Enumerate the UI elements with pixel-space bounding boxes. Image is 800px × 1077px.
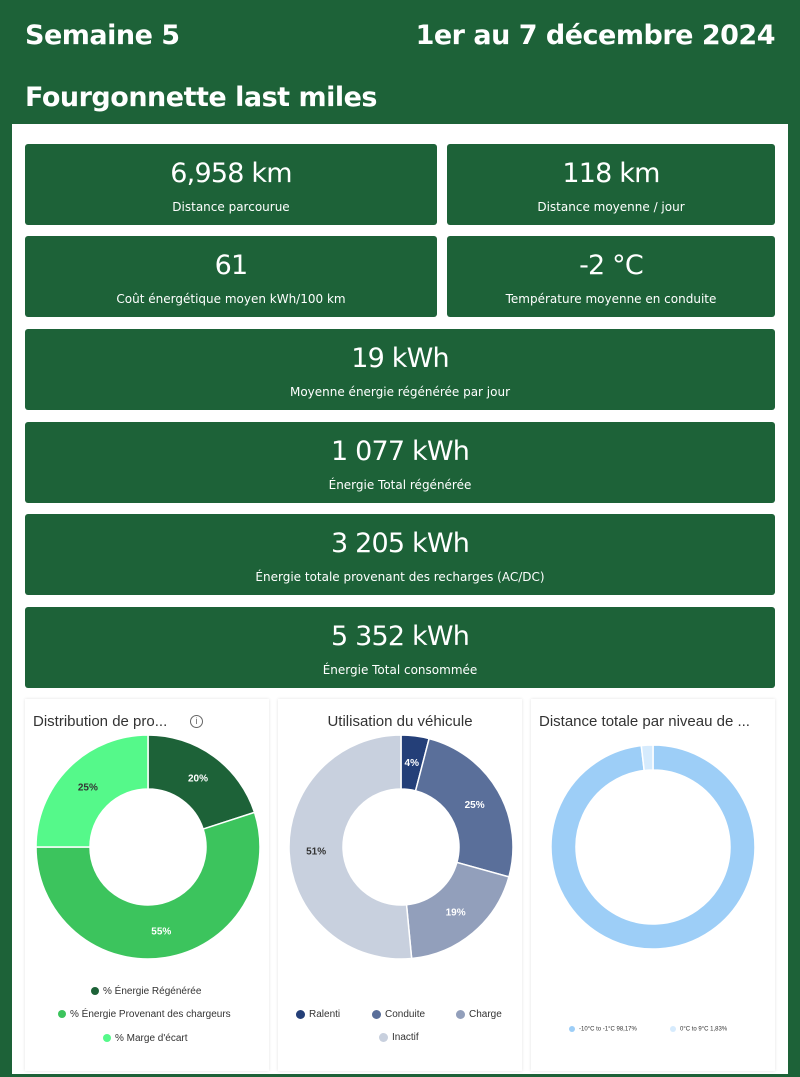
legend-item <box>456 1009 502 1020</box>
kpi-value: 118 km <box>562 158 660 189</box>
legend-dot <box>379 1033 388 1042</box>
kpi-temperature-card <box>447 236 775 317</box>
slice-data-label: 25% <box>464 800 485 811</box>
kpi-label: Coût énergétique moyen kWh/100 km <box>116 292 346 306</box>
legend-item <box>372 1009 425 1020</box>
kpi-value: 5 352 kWh <box>330 621 470 652</box>
info-icon[interactable]: i <box>190 715 203 728</box>
vehicle-usage-donut <box>278 699 522 999</box>
dashboard-panel <box>12 124 788 1074</box>
legend-item <box>296 1009 340 1020</box>
slice-data-label: 20% <box>187 773 208 785</box>
week-label: Semaine 5 <box>25 20 180 51</box>
chart-title: Distance totale par niveau de ... <box>539 713 750 730</box>
date-range: 1er au 7 décembre 2024 <box>415 20 775 51</box>
energy-distribution-chart-card <box>25 699 269 1071</box>
legend-item <box>670 1026 727 1033</box>
kpi-total-regen-card <box>25 422 775 503</box>
kpi-label: Température moyenne en conduite <box>505 292 717 306</box>
report-header <box>0 0 800 124</box>
kpi-label: Moyenne énergie régénérée par jour <box>289 385 511 399</box>
energy-distribution-donut <box>25 699 269 999</box>
kpi-label: Énergie Total régénérée <box>328 478 472 492</box>
legend-dot <box>456 1010 465 1019</box>
legend-dot <box>296 1010 305 1019</box>
kpi-label: Énergie totale provenant des recharges (AC/DC) <box>255 570 545 584</box>
distance-by-temperature-chart-card <box>531 699 775 1071</box>
legend-label: Conduite <box>385 1009 426 1020</box>
legend-dot <box>670 1026 676 1032</box>
slice-data-label: 51% <box>306 846 327 858</box>
kpi-value: 61 <box>214 250 248 281</box>
distance-by-temperature-donut <box>531 699 775 999</box>
legend-label: % Marge d'écart <box>115 1033 188 1044</box>
kpi-avg-distance-card <box>447 144 775 225</box>
chart-title: Utilisation du véhicule <box>327 713 473 730</box>
kpi-label: Distance parcourue <box>172 200 290 214</box>
kpi-value: 6,958 km <box>170 158 292 189</box>
legend-label: -10°C to -1°C 98,17% <box>579 1026 637 1033</box>
legend-item <box>379 1032 419 1043</box>
kpi-recharge-energy-card <box>25 514 775 595</box>
slice-data-label: 55% <box>151 926 172 938</box>
legend-dot <box>569 1026 575 1032</box>
kpi-energy-cost-card <box>25 236 437 317</box>
legend-label: Charge <box>469 1009 502 1020</box>
kpi-consumed-energy-card <box>25 607 775 688</box>
kpi-label: Énergie Total consommée <box>322 663 478 677</box>
slice-data-label: 4% <box>404 758 419 770</box>
legend-dot <box>58 1010 66 1018</box>
legend-label: % Énergie Régénérée <box>103 986 202 997</box>
legend-dot <box>91 987 99 995</box>
legend-item <box>103 1033 188 1044</box>
kpi-value: 1 077 kWh <box>330 436 470 467</box>
kpi-regen-per-day-card <box>25 329 775 410</box>
legend-item <box>58 1009 231 1020</box>
kpi-distance-card <box>25 144 437 225</box>
kpi-value: -2 °C <box>579 250 643 281</box>
donut-slice[interactable] <box>551 745 755 949</box>
legend-label: Inactif <box>392 1032 419 1043</box>
legend-dot <box>372 1010 381 1019</box>
vehicle-usage-chart-card <box>278 699 522 1071</box>
legend-label: Ralenti <box>309 1009 341 1020</box>
chart-title: Distribution de pro... <box>33 713 168 730</box>
legend-label: % Énergie Provenant des chargeurs <box>70 1009 231 1020</box>
legend-label: 0°C to 9°C 1,83% <box>680 1026 728 1033</box>
slice-data-label: 19% <box>445 907 466 919</box>
kpi-value: 19 kWh <box>351 343 449 374</box>
legend-item <box>569 1026 637 1033</box>
legend-item <box>91 986 201 997</box>
vehicle-title: Fourgonnette last miles <box>25 82 377 113</box>
slice-data-label: 25% <box>77 782 98 794</box>
legend-dot <box>103 1034 111 1042</box>
kpi-value: 3 205 kWh <box>330 528 470 559</box>
donut-slice[interactable] <box>641 745 653 771</box>
kpi-label: Distance moyenne / jour <box>537 200 685 214</box>
